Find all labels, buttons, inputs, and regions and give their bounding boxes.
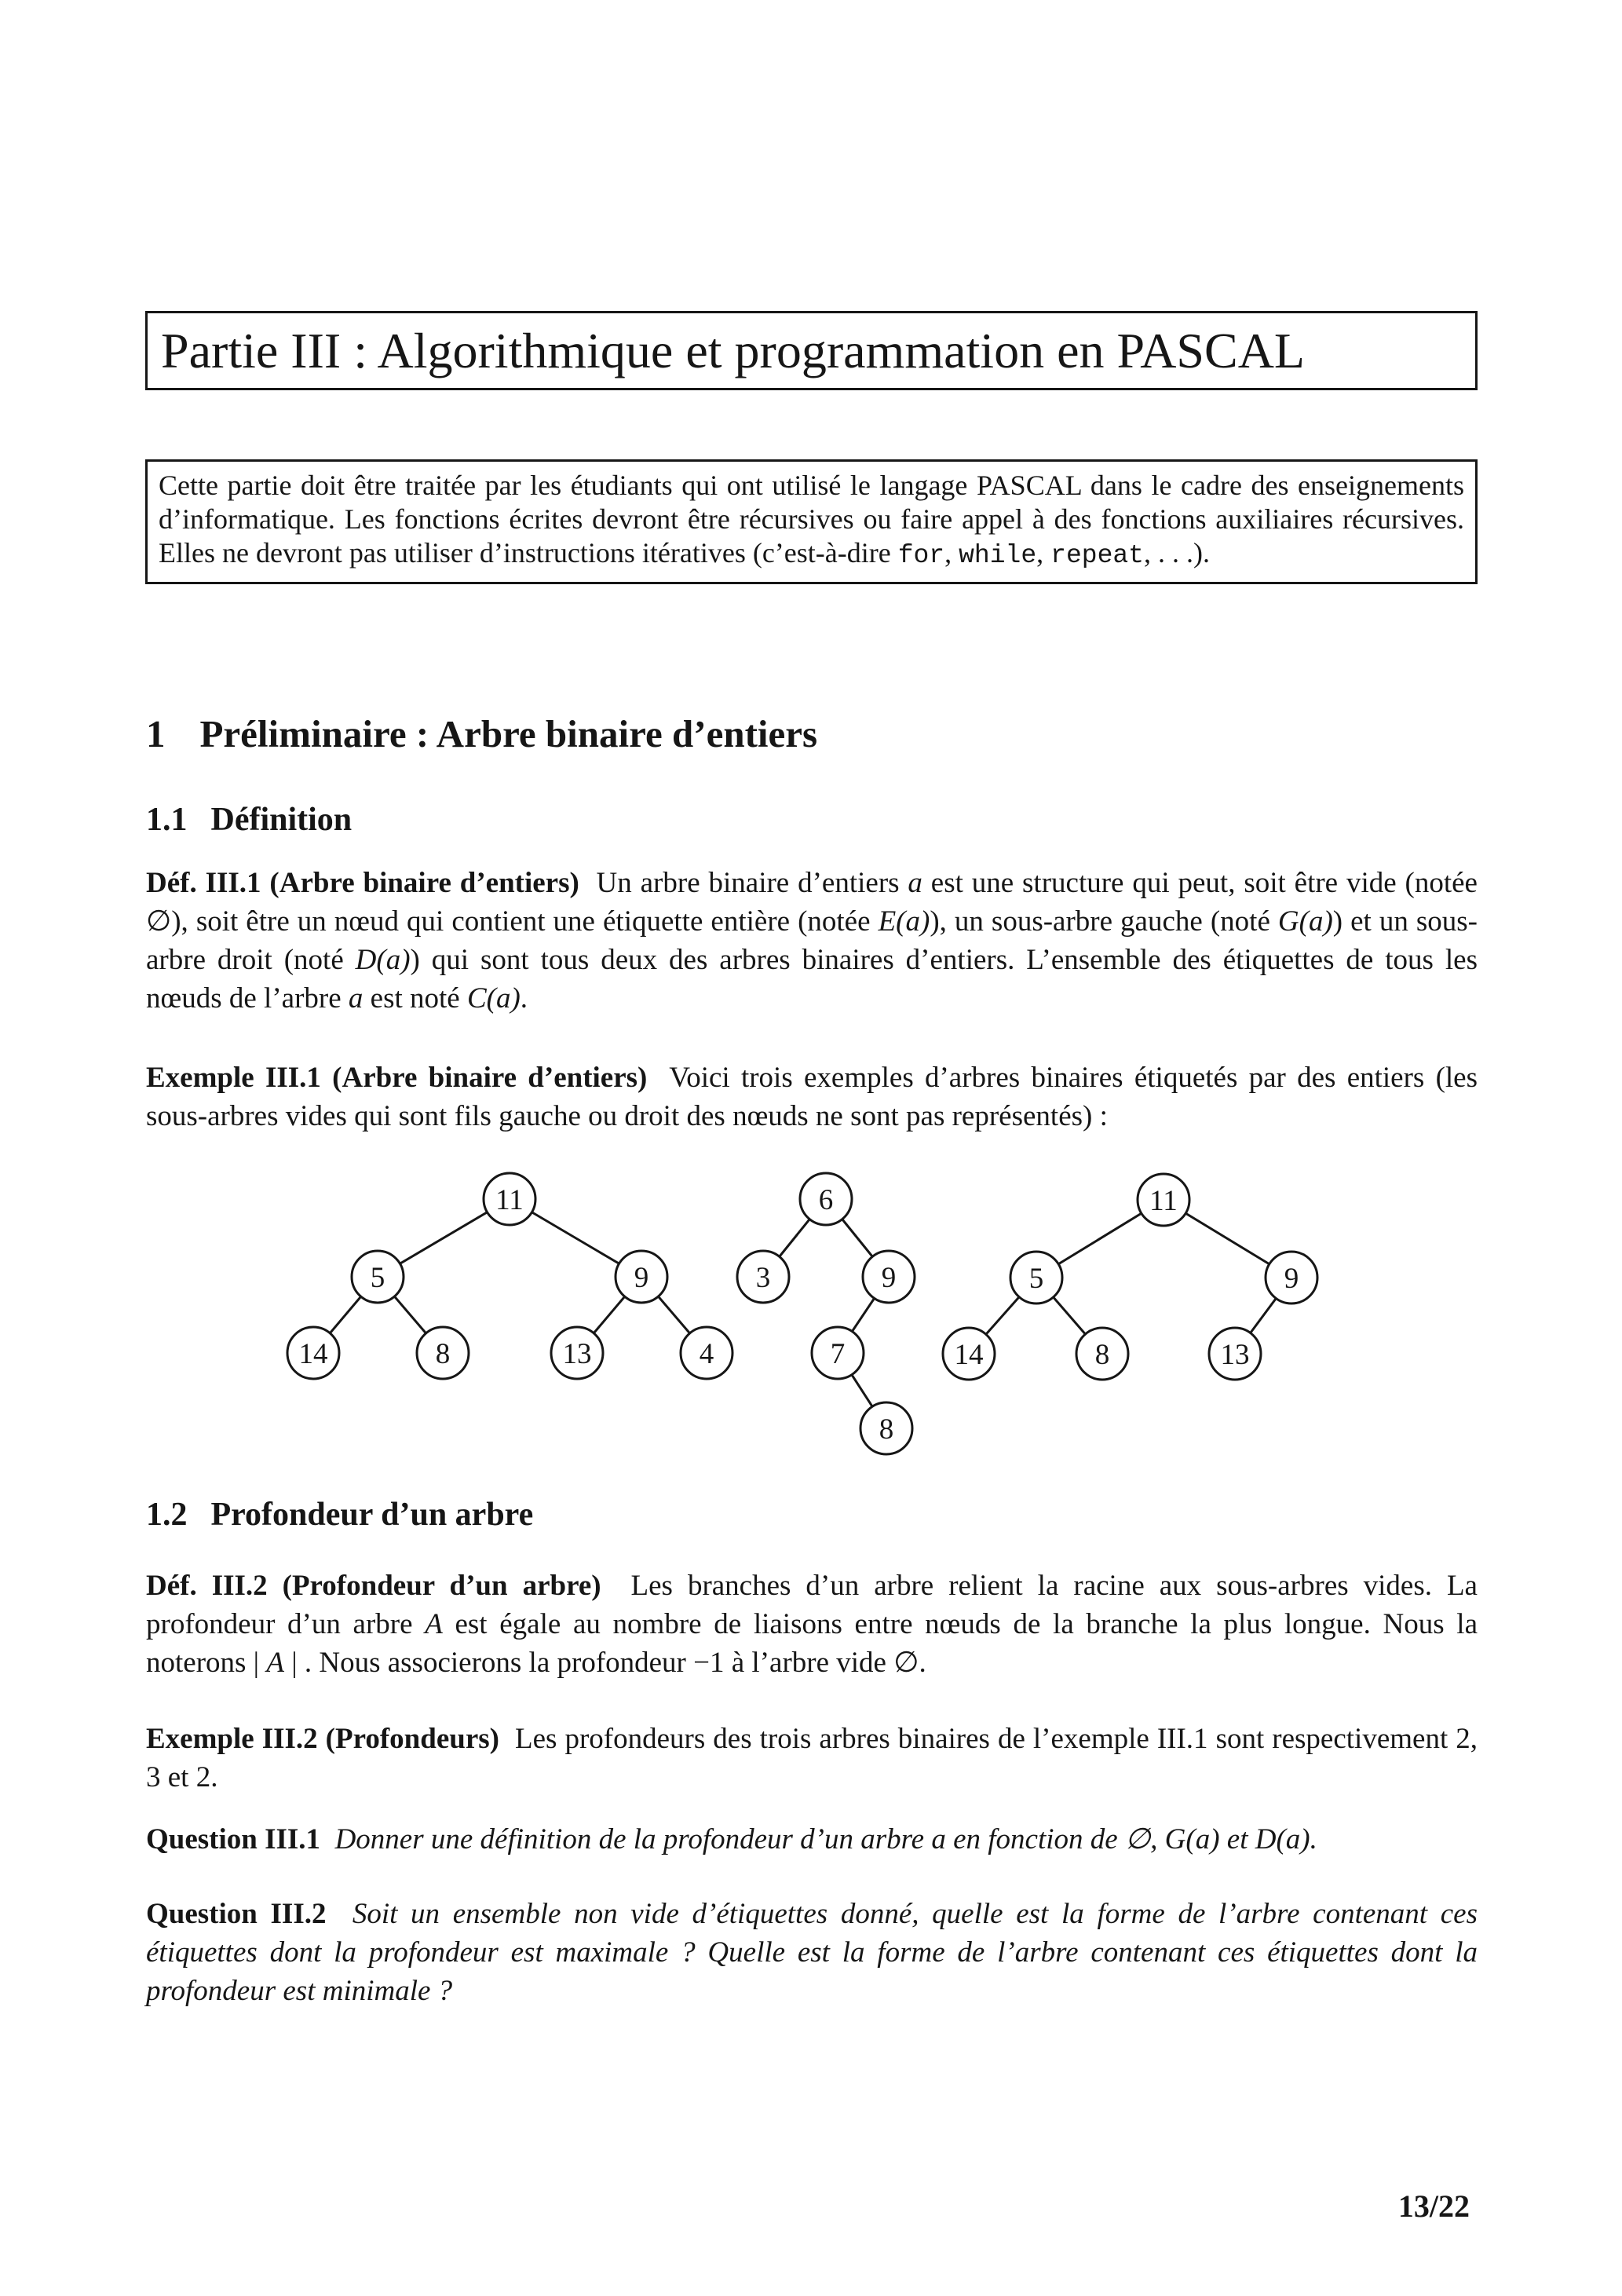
- section-1-2-heading: [146, 1496, 533, 1534]
- tree-node-label: 6: [818, 1184, 834, 1216]
- keyword-for: for: [897, 541, 945, 570]
- text-run: est une structure qui peut, soit être vide (notée ∅), soit être un nœud qui contient une étiquette entière (notée: [146, 867, 1478, 938]
- tree-node-label: 5: [1028, 1263, 1044, 1295]
- definition-iii-2-paragraph: [146, 1567, 1478, 1682]
- text-run: Un arbre binaire d’entiers: [579, 867, 908, 899]
- math-E-of-a: E(a): [878, 905, 930, 938]
- text-run: est noté: [363, 982, 467, 1015]
- question-iii-2-label: Question III.2: [146, 1898, 327, 1930]
- tree-node-label: 8: [1094, 1339, 1110, 1371]
- tree-node-label: 11: [495, 1184, 524, 1216]
- notice-text: Cette partie doit être traitée par les étudiants qui ont utilisé le langage PASCAL dans le cadre des enseignements d’informatique. Les fonctions écrites devront être récursives ou faire appel à des fonctions auxiliaires récursives. Elles ne devront pas utiliser d’instructions itératives (c’est-à-dire: [159, 470, 1464, 569]
- math-a: a: [908, 867, 922, 899]
- definition-iii-1-paragraph: [146, 864, 1478, 1018]
- section-1-heading: [146, 711, 817, 756]
- tree-node-label: 9: [1284, 1263, 1299, 1295]
- text-run: est égale au nombre de liaisons entre nœuds de la branche la plus longue. Nous la noterons |: [146, 1608, 1478, 1679]
- question-iii-1-label: Question III.1: [146, 1823, 321, 1855]
- math-A: A: [425, 1608, 443, 1640]
- text-run: | . Nous associerons la profondeur −1 à l’arbre vide ∅.: [283, 1647, 926, 1679]
- question-iii-2-paragraph: [146, 1895, 1478, 2010]
- text-run: Les branches d’un arbre relient la racine aux sous-arbres vides. La profondeur d’un arbre: [146, 1570, 1478, 1640]
- part-title-box: [145, 311, 1478, 390]
- binary-tree-2: [737, 1173, 915, 1454]
- math-C-of-a: C(a): [466, 982, 521, 1015]
- tree-node-label: 5: [370, 1262, 385, 1294]
- tree-node-label: 13: [1220, 1339, 1250, 1371]
- tree-node-label: 8: [879, 1413, 894, 1446]
- text-run: Les profondeurs des trois arbres binaires de l’exemple III.1 sont respectivement 2, 3 et 2.: [146, 1723, 1478, 1793]
- section-title: Profondeur d’un arbre: [210, 1497, 534, 1533]
- section-1-1-heading: [146, 801, 352, 839]
- notice-box: [145, 459, 1478, 584]
- section-number: 1: [146, 712, 166, 755]
- text-run: .: [520, 982, 528, 1015]
- section-number: 1.1: [146, 802, 188, 838]
- section-number: 1.2: [146, 1497, 188, 1533]
- math-D-of-a: D(a): [355, 944, 411, 976]
- tree-node-label: 7: [830, 1338, 846, 1370]
- tree-node-label: 9: [634, 1262, 649, 1294]
- example-iii-2-label: Exemple III.2 (Profondeurs): [146, 1723, 499, 1755]
- text-run: Voici trois exemples d’arbres binaires étiquetés par des entiers (les sous-arbres vides qui sont fils gauche ou droit des nœuds ne sont pas représentés) :: [146, 1062, 1478, 1132]
- tree-node-label: 4: [699, 1338, 714, 1370]
- tree-node-label: 11: [1149, 1185, 1178, 1217]
- question-text: Soit un ensemble non vide d’étiquettes donné, quelle est la forme de l’arbre contenant ces étiquettes dont la profondeur est maximale ? Quelle est la forme de l’arbre contenant ces étiquettes dont la profondeur est minimale ?: [146, 1898, 1478, 2007]
- notice-text: , . . .).: [1143, 537, 1210, 569]
- keyword-repeat: repeat: [1050, 541, 1144, 570]
- binary-tree-3: [943, 1174, 1317, 1380]
- math-A: A: [266, 1647, 284, 1679]
- question-text: Donner une définition de la profondeur d’un arbre a en fonction de ∅, G(a) et D(a).: [320, 1823, 1317, 1855]
- notice-text: ,: [944, 537, 959, 569]
- math-G-of-a: G(a): [1277, 905, 1333, 938]
- example-iii-1-label: Exemple III.1 (Arbre binaire d’entiers): [146, 1062, 648, 1094]
- math-a: a: [348, 982, 363, 1015]
- example-iii-2-paragraph: [146, 1720, 1478, 1797]
- keyword-while: while: [959, 541, 1037, 570]
- tree-node-label: 14: [298, 1338, 328, 1370]
- definition-iii-2-label: Déf. III.2 (Profondeur d’un arbre): [146, 1570, 601, 1602]
- example-iii-1-paragraph: [146, 1058, 1478, 1135]
- tree-node-label: 13: [562, 1338, 592, 1370]
- text-run: ) qui sont tous deux des arbres binaires d’entiers. L’ensemble des étiquettes de tous les nœuds de l’arbre: [146, 944, 1478, 1015]
- definition-iii-1-label: Déf. III.1 (Arbre binaire d’entiers): [146, 867, 579, 899]
- tree-node-label: 8: [435, 1338, 451, 1370]
- page-number: 13/22: [1397, 2188, 1470, 2224]
- notice-text: ,: [1036, 537, 1051, 569]
- binary-trees-diagram: [0, 1162, 1622, 1476]
- text-run: ), un sous-arbre gauche (noté: [930, 905, 1278, 938]
- section-title: Préliminaire : Arbre binaire d’entiers: [199, 712, 818, 755]
- tree-node-label: 9: [881, 1262, 897, 1294]
- part-title: Partie III : Algorithmique et programmation en PASCAL: [161, 322, 1305, 378]
- tree-node-label: 14: [954, 1339, 984, 1371]
- tree-node-label: 3: [755, 1262, 771, 1294]
- text-run: ) et un sous-arbre droit (noté: [146, 905, 1478, 976]
- question-iii-1-paragraph: [146, 1820, 1478, 1859]
- section-title: Définition: [210, 802, 353, 838]
- binary-tree-1: [287, 1173, 732, 1379]
